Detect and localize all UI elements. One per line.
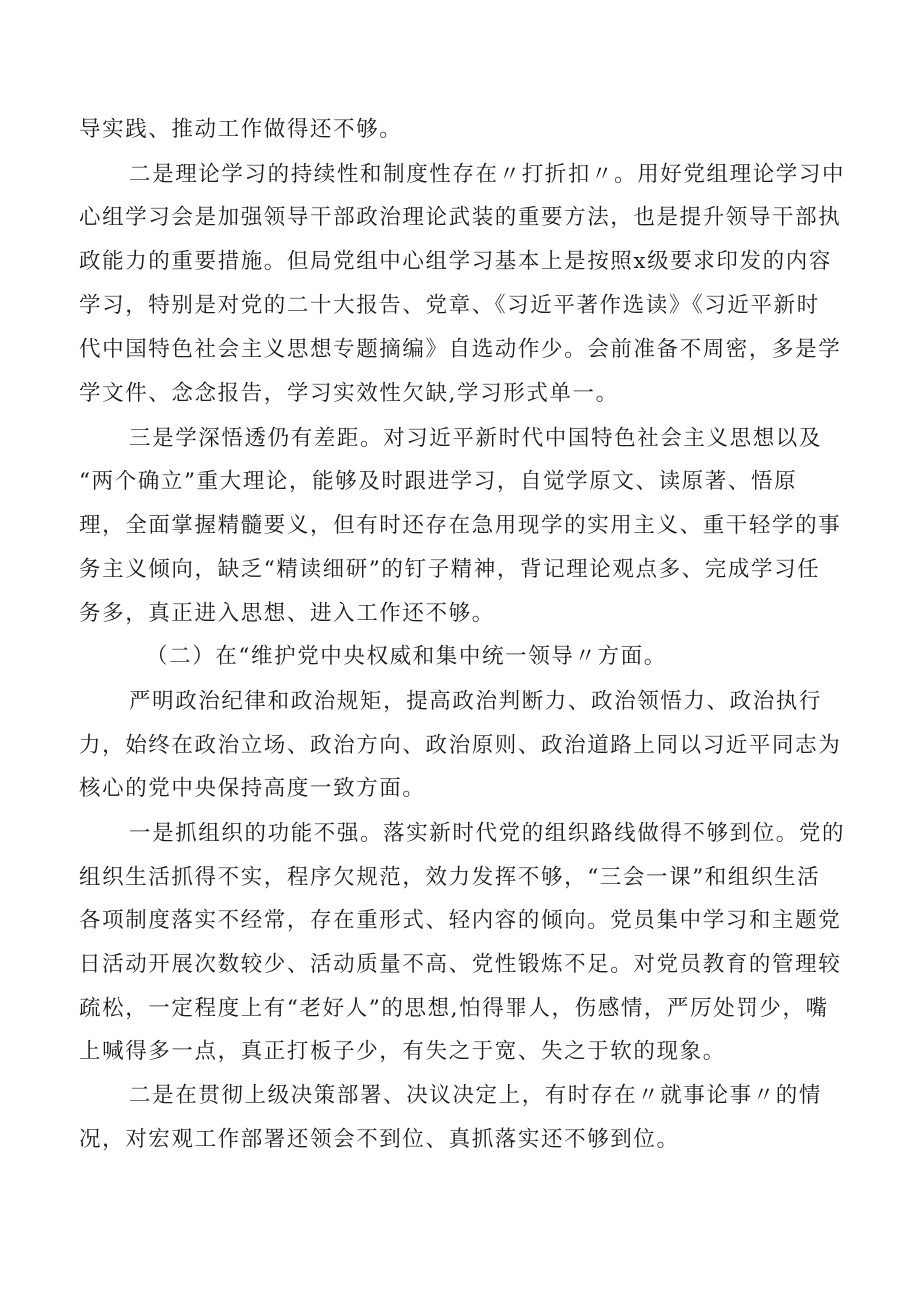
text-line: 二是理论学习的持续性和制度性存在〃打折扣〃。用好党组理论学习中 [129,162,846,187]
text-line: 代中国特色社会主义思想专题摘编》自选动作少。会前准备不周密，多是学 [79,337,842,362]
text-line: 务多，真正进入思想、进入工作还不够。 [79,601,495,626]
text-line: 学习，特别是对党的二十大报告、党章、《习近平著作选读》《习近平新时 [79,293,820,318]
text-line: 务主义倾向，缺乏“精读细研”的钉子精神，背记理论观点多、完成学习任 [79,557,821,582]
text-line: 核心的党中央保持高度一致方面。 [79,776,426,801]
text-line: “两个确立”重大理论，能够及时跟进学习，自觉学原文、读原著、悟原 [79,469,798,494]
text-line: 日活动开展次数较少、活动质量不高、党性锻炼不足。对党员教育的管理较 [79,952,842,977]
text-line: 导实践、推动工作做得还不够。 [79,117,403,142]
text-line: 政能力的重要措施。但局党组中心组学习基本上是按照x级要求印发的内容 [79,249,832,274]
text-line: 各项制度落实不经常，存在重形式、轻内容的倾向。党员集中学习和主题党 [79,908,842,933]
text-line: 组织生活抓得不实，程序欠规范，效力发挥不够，“三会一课”和组织生活 [79,865,821,890]
text-line: 一是抓组织的功能不强。落实新时代党的组织路线做得不够到位。党的 [129,821,846,846]
section-heading: （二）在“维护党中央权威和集中统一领导〃方面。 [146,644,667,669]
text-line: 力，始终在政治立场、政治方向、政治原则、政治道路上同以习近平同志为 [79,733,842,758]
text-line: 二是在贯彻上级决策部署、决议决定上，有时存在〃就事论事〃的情 [129,1083,823,1108]
text-line: 上喊得多一点，真正打板子少，有失之于宽、失之于软的现象。 [79,1039,726,1064]
text-line: 严明政治纪律和政治规矩，提高政治判断力、政治领悟力、政治执行 [129,689,823,714]
text-line: 三是学深悟透仍有差距。对习近平新时代中国特色社会主义思想以及 [129,426,823,451]
text-line: 理，全面掌握精髓要义，但有时还存在急用现学的实用主义、重干轻学的事 [79,513,842,538]
text-line: 疏松，一定程度上有“老好人”的思想,怕得罪人，伤感情，严厉处罚少，嘴 [79,996,829,1021]
text-line: 学文件、念念报告，学习实效性欠缺,学习形式单一。 [79,381,619,406]
text-line: 况，对宏观工作部署还领会不到位、真抓落实还不够到位。 [79,1127,680,1152]
text-line: 心组学习会是加强领导干部政治理论武装的重要方法，也是提升领导干部执 [79,205,842,230]
